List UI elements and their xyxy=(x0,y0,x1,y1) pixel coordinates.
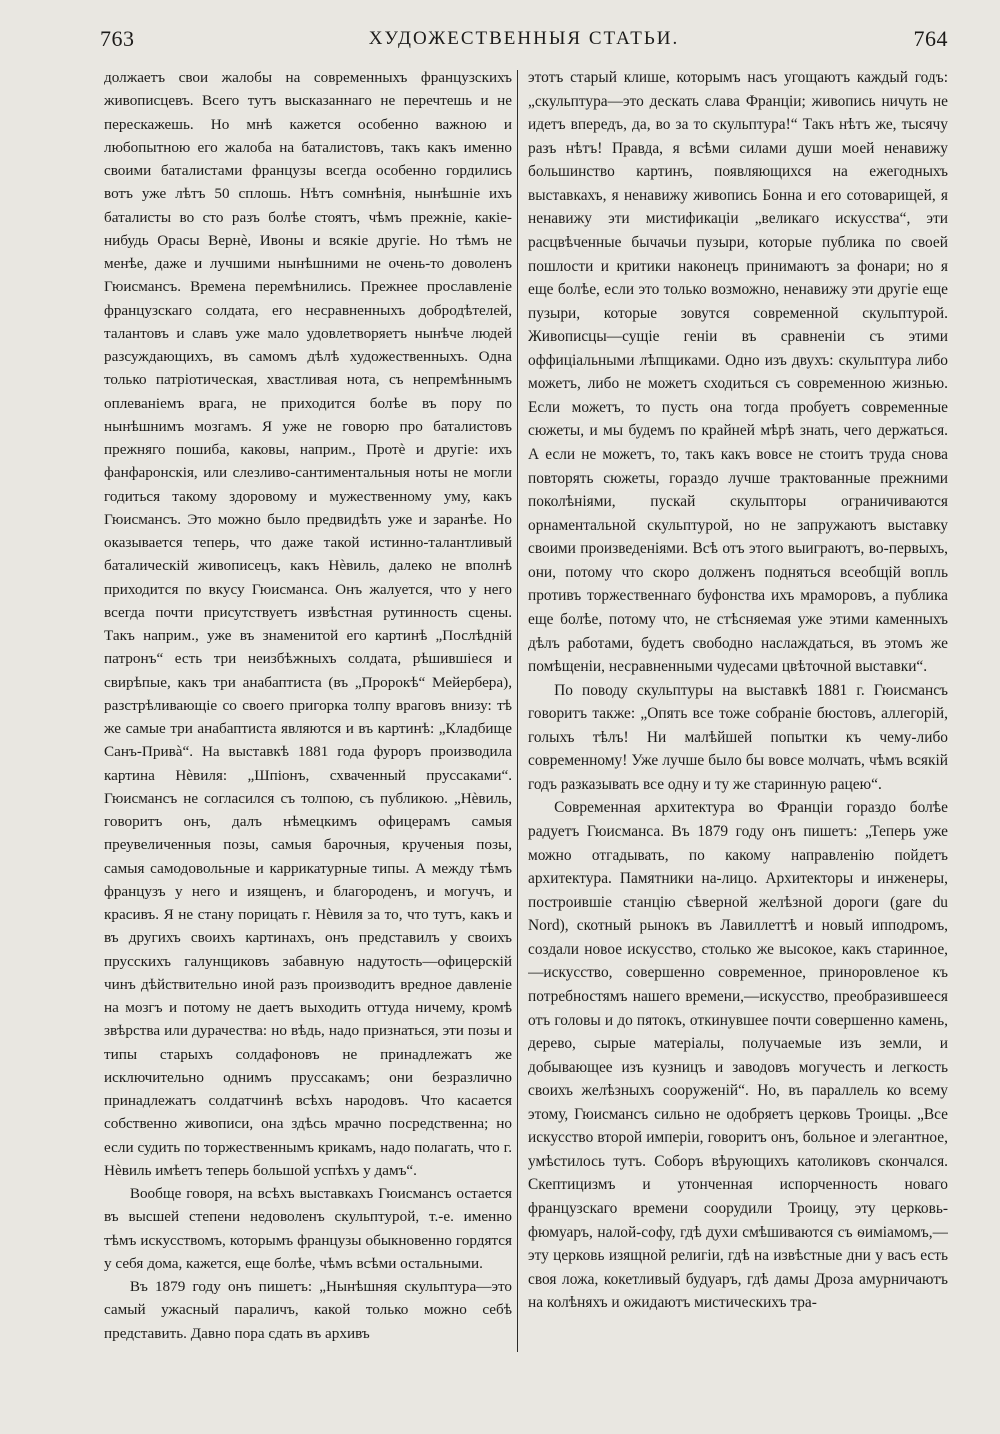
running-title: ХУДОЖЕСТВЕННЫЯ СТАТЬИ. xyxy=(368,28,680,49)
column-divider xyxy=(517,70,518,1352)
left-page-number: 763 xyxy=(100,26,135,51)
right-page-number: 764 xyxy=(913,26,948,51)
paragraph: Вообще говоря, на всѣхъ выставкахъ Гюисмансъ остается въ высшей степени недоволенъ скульптурой, т.-е. именно тѣмъ искусствомъ, которымъ французы обыкновенно гордятся у себя дома, кажется, еще болѣе, чѣмъ всѣми остальными. xyxy=(104,1185,512,1272)
left-text-column xyxy=(104,66,512,1352)
paragraph: По поводу скульптуры на выставкѣ 1881 г. Гюисмансъ говоритъ также: „Опять все тоже собраніе бюстовъ, аллегорій, голыхъ тѣлъ! Ни малѣйшей попытки къ чему-либо современному! Уже лучше было бы вовсе молчать, чѣмъ всякій годъ разказывать все одну и ту же старинную рацею“. xyxy=(528,681,948,793)
paragraph: должаетъ свои жалобы на современныхъ французскихъ живописцевъ. Всего тутъ высказаннаго не перечтешь и не перескажешь. Но мнѣ кажется особенно важною и любопытною его жалоба на баталистовъ, такъ какъ именно своими баталистами французы всегда особенно гордились вотъ уже лѣтъ 50 сплошь. Нѣтъ сомнѣнія, нынѣшніе ихъ баталисты во сто разъ болѣе стоятъ, чѣмъ прежніе, какіе-нибудь Орасы Вернѐ, Ивоны и всякіе другіе. Но тѣмъ не менѣе, даже и лучшими нынѣшними не очень-то доволенъ Гюисмансъ. Времена перемѣнились. Прежнее прославленіе французскаго солдата, его несравненныхъ добродѣтелей, талантовъ и славъ уже мало удовлетворяетъ нынѣче людей разсуждающихъ, въ самомъ дѣлѣ художественныхъ. Одна только патріотическая, хвастливая нота, съ непремѣннымъ оплеваніемъ врага, не приходится болѣе въ пору по нынѣшнимъ мозгамъ. Я уже не говорю про баталистовъ прежняго пошиба, каковы, наприм., Протѐ и другіе: ихъ фанфаронскія, или слезливо-сантиментальныя ноты не могли годиться такому здоровому и мужественному уму, какъ Гюисмансъ. Это можно было предвидѣть уже и заранѣе. Но оказывается теперь, что даже такой истинно-талантливый баталическій живописецъ, какъ Нѐвиль, далеко не вполнѣ приходится по вкусу Гюисманса. Онъ жалуется, что у него всегда почти присутствуетъ извѣстная рутинность сцены. Такъ наприм., уже въ знаменитой его картинѣ „Послѣдній патронъ“ есть три неизбѣжныхъ солдата, рѣшившіеся и свирѣпые, какъ три анабаптиста (въ „Пророкѣ“ Мейербера), разстрѣливающіе со своего пригорка толпу враговъ внизу: тѣ же самые три анабаптиста являются и въ картинѣ: „Кладбище Санъ-Привà“. На выставкѣ 1881 года фуроръ производила картина Нѐвиля: „Шпіонъ, схваченный пруссаками“. Гюисмансъ не согласился съ толпою, съ публикою. „Нѐвиль, говоритъ онъ, далъ нѣмецкимъ офицерамъ самыя преувеличенныя позы, самыя барочныя, крученыя позы, самыя самодовольные и каррикатурные типы. А между тѣмъ французъ у него и изященъ, и благороденъ, и могучъ, и красивъ. Я не стану порицать г. Нѐвиля за то, что тутъ, какъ и въ другихъ своихъ картинахъ, онъ представилъ у своихъ прусскихъ галунщиковъ забавную надутость—офицерскій чинъ дѣйствительно иной разъ производитъ вредное давленіе на мозгъ и потому не даетъ выходить оттуда ничему, кромѣ звѣрства или дурачества: но вѣдь, надо признаться, эти позы и типы старыхъ солдафоновъ не принадлежатъ же исключительно однимъ пруссакамъ; они безразлично принадлежатъ солдатчинѣ всѣхъ народовъ. Что касается собственно живописи, она здѣсь мрачно посредственна; но если судить по торжественнымъ крикамъ, надо полагать, что г. Нѐвиль имѣетъ теперь большой успѣхъ у дамъ“. xyxy=(104,69,512,1179)
paragraph: Въ 1879 году онъ пишетъ: „Нынѣшняя скульптура—это самый ужасный параличъ, какой только можно себѣ представить. Давно пора сдать въ архивъ xyxy=(104,1278,512,1342)
paragraph: этотъ старый клише, которымъ насъ угощаютъ каждый годъ: „скульптура—это дескать слава Франціи; живопись ничуть не идетъ впередъ, да, во за то скульптура!“ Такъ нѣтъ же, тысячу разъ нѣтъ! Правда, я всѣми силами души моей ненавижу большинство картинъ, появляющихся на ежегодныхъ выставкахъ, я ненавижу живопись Бонна и его сотоварищей, я ненавижу эти мистификаціи „великаго искусства“, эти расцвѣченные бычачьи пузыри, которые публика по своей пошлости и критики наконецъ принимаютъ за фонари; но я еще болѣе, если это только возможно, ненавижу эти другіе еще пузыри, которые зовутся современной скульптурой. Живописцы—сущіе геніи въ сравненіи съ этими оффиціальными лѣпщиками. Одно изъ двухъ: скульптура либо можетъ, либо не можетъ сходиться съ современною жизнью. Если можетъ, то пусть она тогда пробуетъ современные сюжеты, и мы будемъ по крайней мѣрѣ знать, чего держаться. А если не можетъ, то, такъ какъ вовсе не стоитъ труда снова повторять сюжеты, гораздо лучше трактованные прежними поколѣніями, пускай скульпторы ограничиваются орнаментальной скульптурой, но не запружаютъ выставку своими произведеніями. Всѣ отъ этого выиграютъ, во-первыхъ, они, потому что скоро долженъ подняться всеобщій вопль противъ торжественнаго буфонства ихъ мраморовъ, а публика еще болѣе, потому что, не стѣсняемая уже этими каменныхъ дѣлъ работами, будетъ свободно наслаждаться, въ этомъ же помѣщеніи, несравненными чудесами цвѣточной выставки“. xyxy=(528,69,948,676)
page-header xyxy=(100,18,948,58)
right-text-column xyxy=(528,66,948,1352)
paragraph: Современная архитектура во Франціи гораздо болѣе радуетъ Гюисманса. Въ 1879 году онъ пишетъ: „Теперь уже можно отгадывать, по какому направленію пойдетъ архитектура. Памятники на-лицо. Архитекторы и инженеры, построившіе станцію сѣверной желѣзной дороги (gare du Nord), скотный рынокъ въ Лавиллеттѣ и новый ипподромъ, создали новое искусство, столько же высокое, какъ старинное,—искусство, совершенно современное, приноровленое къ потребностямъ нашего времени,—искусство, преобразившееся отъ головы и до пятокъ, откинувшее почти совершенно камень, дерево, сырые матеріалы, получаемые изъ земли, и добывающее изъ кузницъ и заводовъ могучесть и легкость своихъ желѣзныхъ сооруженій“. Но, въ параллель ко всему этому, Гюисмансъ сильно не одобряетъ церковь Троицы. „Все искусство второй имперіи, говоритъ онъ, больное и элегантное, умѣстилось тутъ. Соборъ вѣрующихъ католиковъ скончался. Скептицизмъ и утонченная испорченность новаго французскаго времени соорудили Троицу, эту церковь-фюмуаръ, налой-софу, гдѣ духи смѣшиваются съ ѳиміамомъ,—эту церковь изящной религіи, гдѣ на извѣстные дни у васъ есть своя ложа, кокетливый будуаръ, гдѣ дамы Дроза амурничаютъ на колѣняхъ и ожидаютъ мистическихъ тра- xyxy=(528,799,948,1312)
